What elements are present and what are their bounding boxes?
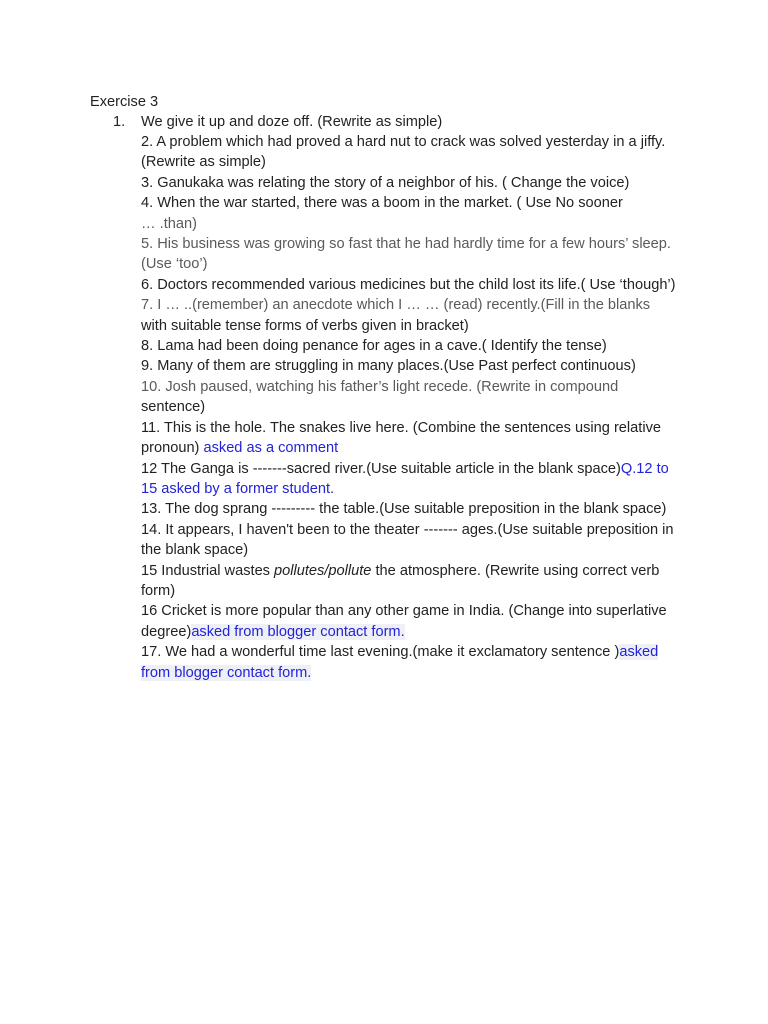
exercise-title: Exercise 3 — [90, 94, 159, 110]
blogger-form-note: asked from blogger contact form. — [191, 623, 405, 640]
exercise-item-15 — [141, 561, 686, 602]
exercise-item-7: 7. I … ..(remember) an anecdote which I … … (read) recently.(Fill in the blanks — [141, 297, 651, 314]
exercise-item-5: 5. His business was growing so fast that he had hardly time for a few hours’ sleep.(Use ‘too’) — [141, 236, 671, 273]
exercise-item-8: 8. Lama had been doing penance for ages in a cave.( Identify the tense) — [141, 338, 607, 355]
exercise-item-15-pre: 15 Industrial wastes — [141, 562, 270, 579]
exercise-item-12-text: 12 The Ganga is -------sacred river.(Use suitable article in the blank space) — [141, 460, 621, 477]
exercise-item-4: 4. When the war started, there was a boom in the market. ( Use No sooner — [141, 195, 623, 212]
exercise-item-13: 13. The dog sprang --------- the table.(Use suitable preposition in the blank space) — [141, 501, 667, 518]
exercise-item-14: 14. It appears, I haven't been to the theater ------- ages.(Use suitable preposition in the blank space) — [141, 521, 674, 559]
exercise-item-17 — [141, 642, 686, 683]
exercise-list — [141, 132, 686, 683]
blogger-form-note: asked from blogger contact form. — [141, 644, 659, 681]
exercise-item-15-post: the atmosphere. (Rewrite using correct verb form) — [141, 562, 660, 599]
exercise-item-9: 9. Many of them are struggling in many places.(Use Past perfect continuous) — [141, 358, 636, 375]
exercise-item-7-continued: with suitable tense forms of verbs given in bracket) — [141, 317, 469, 334]
exercise-item-15-options: pollutes/pollute — [274, 562, 372, 579]
exercise-item-6: 6. Doctors recommended various medicines but the child lost its life.( Use ‘though’) — [141, 276, 676, 293]
exercise-item-16 — [141, 601, 686, 642]
former-student-note: Q.12 to 15 asked by a former student. — [141, 460, 669, 497]
comment-note: asked as a comment — [203, 440, 339, 457]
exercise-item-2: 2. A problem which had proved a hard nut to crack was solved yesterday in a jiffy. (Rewrite as simple) — [141, 134, 666, 171]
exercise-item-1: We give it up and doze off. (Rewrite as simple) — [141, 114, 443, 130]
exercise-item-17-text: 17. We had a wonderful time last evening.(make it exclamatory sentence ) — [141, 644, 620, 661]
exercise-item-16-text: 16 Cricket is more popular than any other game in India. (Change into superlative degree) — [141, 603, 667, 640]
exercise-item-11-text: 11. This is the hole. The snakes live here. (Combine the sentences using relative pronoun) — [141, 419, 661, 457]
exercise-item-3: 3. Ganukaka was relating the story of a neighbor of his. ( Change the voice) — [141, 174, 630, 191]
exercise-item-12 — [141, 459, 686, 500]
list-number-1: 1. — [113, 114, 126, 130]
exercise-item-10-continued: sentence) — [141, 399, 206, 416]
exercise-item-10: 10. Josh paused, watching his father’s light recede. (Rewrite in compound — [141, 378, 619, 395]
exercise-item-4-continued: … .than) — [141, 215, 197, 232]
exercise-item-11 — [141, 418, 686, 459]
